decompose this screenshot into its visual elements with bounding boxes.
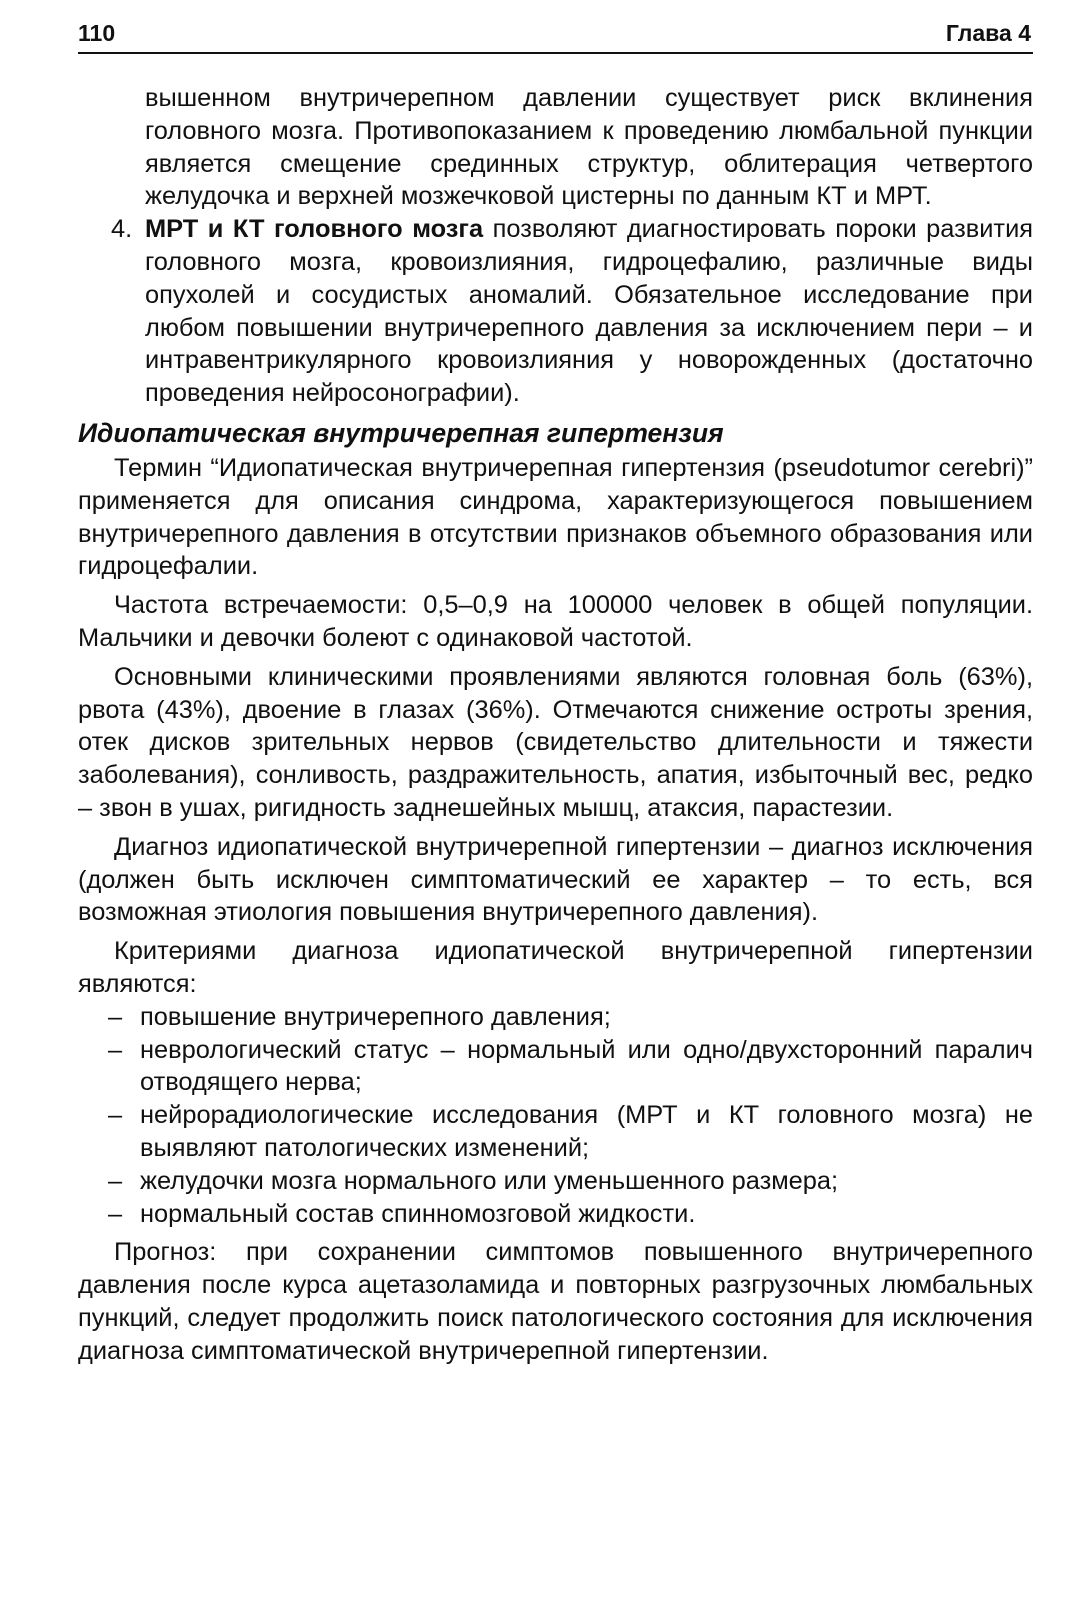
paragraph-symptoms: Основными клиническими проявлениями являются головная боль (63%), рвота (43%), двоение в глазах (36%). Отмечаются снижение остроты зрения, отек дисков зрительных нервов (свидетельство длительности и тяжести заболевания), сонливость, раздражительность, апатия, избыточный вес, редко – звон в ушах, ригидность заднешейных мышц, атаксия, парастезии. [78, 662, 1033, 822]
paragraph-diagnosis: Диагноз идиопатической внутричерепной гипертензии – диагноз исключения (должен быть исключен симптоматический ее характер – то есть, вся возможная этиология повышения внутричерепного давления). [78, 832, 1033, 927]
dash-marker: – [108, 1035, 123, 1064]
chapter-label: Глава 4 [945, 20, 1031, 46]
criteria-item [78, 1001, 1033, 1034]
section-title: Идиопатическая внутричерепная гипертензия [78, 417, 724, 448]
criteria-text: нормальный состав спинномозговой жидкости. [140, 1199, 696, 1228]
criteria-item [78, 1198, 1033, 1231]
paragraph-definition: Термин “Идиопатическая внутричерепная гипертензия (pseudotumor cerebri)” применяется для описания синдрома, характеризующегося повышением внутричерепного давления в отсутствии признаков объемного образования или гидроцефалии. [78, 453, 1033, 581]
criteria-text: неврологический статус – нормальный или одно/двухсторонний паралич отводящего нерва; [140, 1035, 1033, 1097]
dash-marker: – [108, 1101, 123, 1130]
criteria-item [78, 1165, 1033, 1198]
dash-marker: – [108, 1002, 123, 1031]
criteria-item [78, 1099, 1033, 1165]
criteria-text: желудочки мозга нормального или уменьшенного размера; [140, 1166, 839, 1195]
dash-marker: – [108, 1166, 123, 1195]
paragraph-frequency: Частота встречаемости: 0,5–0,9 на 100000 человек в общей популяции. Мальчики и девочки болеют с одинаковой частотой. [78, 591, 1033, 652]
criteria-text: повышение внутричерепного давления; [140, 1002, 611, 1031]
paragraph-prognosis: Прогноз: при сохранении симптомов повышенного внутричерепного давления после курса ацетазоламида и повторных разгрузочных люмбальных пункций, следует продолжить поиск патологического состояния для исключения диагноза симптоматической внутричерепной гипертензии. [78, 1238, 1033, 1365]
continuation-paragraph: вышенном внутричерепном давлении существует риск вклинения головного мозга. Противопоказанием к проведению люмбальной пункции является смещение срединных структур, облитерация четвертого желудочка и верхней мозжечковой цистерны по данным КТ и МРТ. [145, 84, 1033, 211]
paragraph-criteria-intro: Критериями диагноза идиопатической внутричерепной гипертензии являются: [78, 937, 1033, 998]
page-header [78, 18, 1033, 54]
page-content [78, 82, 1033, 1367]
page-number: 110 [78, 20, 116, 46]
criteria-text: нейрорадиологические исследования (МРТ и КТ головного мозга) не выявляют патологических изменений; [140, 1101, 1033, 1162]
list-item-number: 4. [111, 215, 133, 244]
list-item-term: МРТ и КТ головного мозга [145, 215, 484, 244]
list-item-4 [78, 213, 1033, 410]
list-item-text: позволяют диагностировать пороки развития головного мозга, кровоизлияния, гидроцефалию, различные виды опухолей и сосудистых аномалий. Обязательное исследование при любом повышении внутричерепного давления за исключением пери – и интравентрикулярного кровоизлияния у новорожденных (достаточно проведения нейросонографии). [145, 215, 1033, 408]
dash-marker: – [108, 1199, 123, 1228]
criteria-list [78, 1001, 1033, 1231]
criteria-item [78, 1034, 1033, 1100]
